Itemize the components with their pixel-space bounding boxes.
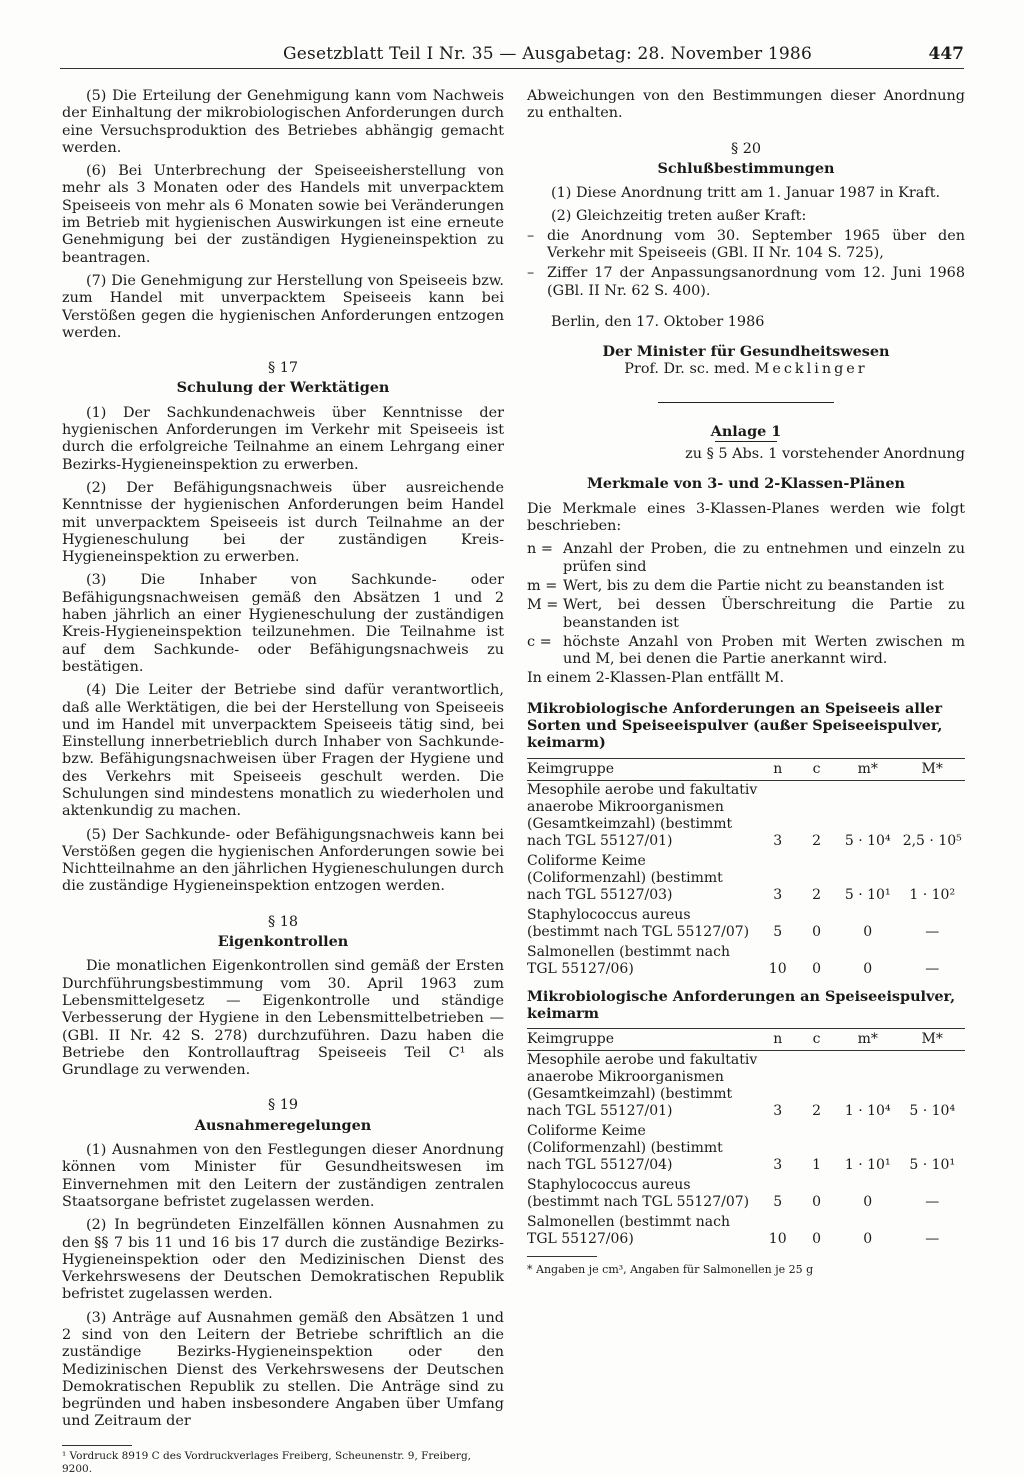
cell-group: Mesophile aerobe und fakultativ anaerobe Mikroorganismen (Gesamtkeimzahl) (bestimmt nach TGL 55127/01) (527, 781, 758, 849)
header-c: c (797, 1029, 836, 1051)
section-17-title: Schulung der Werktätigen (176, 379, 390, 397)
table-header-row (527, 1029, 965, 1051)
definition-text: Wert, bis zu dem die Partie nicht zu beanstanden ist (563, 577, 944, 594)
paragraph-17-4: (4) Die Leiter der Betriebe sind dafür verantwortlich, daß alle Werktätigen, die bei der Herstellung von Speiseeis und im Handel mit unverpacktem Speiseeis tätig sind, bei Einstellung innerbetrieblich durch Inhaber von Sachkunde- bzw. Befähigungsnachweisen über Fragen der Hygiene und des Verkehrs mit Speiseeis geschult werden. Die Schulungen sind mindestens monatlich zu wiederholen und aktenkundig zu machen. (62, 682, 504, 820)
footnote-left: ¹ Vordruck 8919 C des Vordruckverlages Freiberg, Scheunenstr. 9, Freiberg, 9200. (62, 1449, 472, 1475)
cell-m: 0 (863, 960, 873, 977)
header-keimgruppe: Keimgruppe (527, 1029, 758, 1051)
cell-group: Coliforme Keime (Coliformenzahl) (bestimmt nach TGL 55127/04) (527, 1123, 723, 1174)
table-2 (527, 1028, 965, 1250)
paragraph-17-5: (5) Der Sachkunde- oder Befähigungsnachweis kann bei Verstößen gegen die hygienischen Anforderungen sowie bei Nichtteilnahme an den jährlichen Hygieneschulungen durch die zuständige Hygieneinspektion entzogen werden. (62, 826, 504, 895)
header-keimgruppe: Keimgruppe (527, 758, 758, 780)
paragraph-20-1: (1) Diese Anordnung tritt am 1. Januar 1987 in Kraft. (551, 185, 941, 202)
footnote-rule (527, 1256, 597, 1257)
cell-c: 2 (812, 886, 822, 903)
cell-m: 5 · 10¹ (844, 886, 891, 903)
paragraph-17-3: (3) Die Inhaber von Sachkunde- oder Befähigungsnachweisen gemäß den Absätzen 1 und 2 haben jährlich an einer Hygieneschulung der zuständigen Kreis-Hygieneinspektion teilzunehmen. Die Teilnahme ist auf dem Sachkunde- oder Befähigungsnachweis zu bestätigen. (62, 572, 504, 675)
header-title: Gesetzblatt Teil I Nr. 35 — Ausgabetag: 28. November 1986 (283, 44, 812, 64)
definition-text: höchste Anzahl von Proben mit Werten zwischen m und M, bei denen die Partie anerkannt wird. (563, 633, 965, 668)
header-c: c (797, 758, 836, 780)
definition-text: Anzahl der Proben, die zu entnehmen und einzeln zu prüfen sind (563, 541, 965, 575)
separator-rule (658, 402, 834, 403)
cell-c: 0 (812, 1231, 822, 1248)
paragraph-19-1: (1) Ausnahmen von den Festlegungen dieser Anordnung können vom Minister für Gesundheitswesen im Einvernehmen mit den Leitern der zuständigen zentralen Staatsorgane befristet zugelassen werden. (62, 1142, 504, 1210)
page-header (0, 44, 1024, 70)
cell-n: 3 (773, 886, 783, 903)
cell-n: 3 (773, 1103, 783, 1120)
table-row (527, 1051, 965, 1123)
cell-M: — (925, 923, 940, 940)
cell-M: — (925, 960, 940, 977)
header-n: n (758, 1029, 797, 1051)
paragraph-16-5: (5) Die Erteilung der Genehmigung kann vom Nachweis der Einhaltung der mikrobiologischen Anforderungen durch eine Versuchsproduktion des Betriebes abhängig gemacht werden. (62, 88, 504, 156)
annex-underline (715, 441, 777, 442)
header-m: m* (836, 758, 899, 780)
paragraph-18: Die monatlichen Eigenkontrollen sind gemäß der Ersten Durchführungsbestimmung vom 30. April 1963 zum Lebensmittelgesetz — Eigenkontrolle und ständige Verbesserung der Hygiene in den Lebensmittelbetrieben — (GBl. II Nr. 42 S. 278) durchzuführen. Dazu haben die Betriebe den Kontrollauftrag Speiseeis Teil C¹ als Grundlage zu verwenden. (62, 958, 504, 1079)
table-row (527, 852, 965, 906)
paragraph-17-2: (2) Der Befähigungsnachweis über ausreichende Kenntnisse der hygienischen Anforderungen beim Handel mit unverpacktem Speiseeis ist durch Teilnahme an der Hygieneschulung bei der zuständigen Kreis-Hygieneinspektion zu erwerben. (62, 479, 504, 566)
cell-group: Staphylococcus aureus (bestimmt nach TGL 55127/07) (527, 906, 750, 940)
cell-M: 5 · 10⁴ (909, 1103, 956, 1120)
paragraph-16-6: (6) Bei Unterbrechung der Speiseeisherstellung von mehr als 3 Monaten oder des Handels mit unverpacktem Speiseeis von mehr als 6 Monaten sowie bei Veränderungen im Betrieb mit hygienischen Auswirkungen ist eine erneute Genehmigung bei der zuständigen Hygieneinspektion zu beantragen. (62, 163, 504, 266)
cell-m: 1 · 10⁴ (844, 1103, 891, 1120)
cell-c: 0 (812, 960, 822, 977)
table-row (527, 1213, 965, 1250)
paragraph-19-3: (3) Anträge auf Ausnahmen gemäß den Absätzen 1 und 2 sind von den Leitern der Betriebe schriftlich an die zuständige Bezirks-Hygieneinspektion oder den Medizinischen Dienst des Verkehrswesens der Deutschen Demokratischen Republik zu stellen. Die Anträge sind zu begründen und haben insbesondere Angaben über Umfang und Zeitraum der (62, 1309, 504, 1430)
cell-group: Staphylococcus aureus (bestimmt nach TGL 55127/07) (527, 1177, 750, 1211)
section-19-heading: § 19 (267, 1097, 299, 1114)
header-n: n (758, 758, 797, 780)
cell-n: 3 (773, 832, 783, 849)
footnote-right: * Angaben je cm³, Angaben für Salmonellen je 25 g (527, 1263, 814, 1277)
definition-item (527, 597, 965, 632)
cell-group: Mesophile aerobe und fakultativ anaerobe Mikroorganismen (Gesamtkeimzahl) (bestimmt nach TGL 55127/01) (527, 1052, 758, 1120)
cell-n: 3 (773, 1157, 783, 1174)
table-header-row (527, 758, 965, 780)
dash-mark: – (527, 265, 535, 282)
cell-m: 1 · 10¹ (844, 1157, 891, 1174)
header-M: M* (899, 1029, 965, 1051)
section-19-title: Ausnahmeregelungen (194, 1116, 372, 1134)
cell-group: Coliforme Keime (Coliformenzahl) (bestimmt nach TGL 55127/03) (527, 852, 723, 903)
section-18-heading: § 18 (267, 913, 299, 930)
repeal-item-text: Ziffer 17 der Anpassungsanordnung vom 12. Juni 1968 (GBl. II Nr. 62 S. 400). (547, 265, 965, 299)
cell-c: 0 (812, 1194, 822, 1211)
definition-text: Wert, bei dessen Überschreitung die Partie zu beanstanden ist (563, 597, 965, 631)
minister-title: Der Minister für Gesundheitswesen (602, 343, 890, 361)
annex-reference: zu § 5 Abs. 1 vorstehender Anordnung (685, 446, 965, 463)
minister-prefix: Prof. Dr. sc. med. (624, 360, 750, 377)
page-number: 447 (928, 44, 964, 64)
cell-c: 2 (812, 832, 822, 849)
section-20-heading: § 20 (730, 140, 762, 157)
cell-c: 1 (812, 1157, 822, 1174)
place-date: Berlin, den 17. Oktober 1986 (551, 313, 765, 330)
minister-signature (527, 361, 965, 378)
cell-n: 10 (768, 960, 787, 977)
table-1 (527, 758, 965, 980)
cell-c: 0 (812, 923, 822, 940)
section-17-heading: § 17 (267, 360, 299, 377)
cell-m: 5 · 10⁴ (844, 832, 891, 849)
paragraph-20-2: (2) Gleichzeitig treten außer Kraft: (551, 208, 807, 225)
cell-n: 5 (773, 923, 783, 940)
paragraph-19-2: (2) In begründeten Einzelfällen können Ausnahmen zu den §§ 7 bis 11 und 16 bis 17 durch die zuständige Bezirks-Hygieneinspektion oder den Medizinischen Dienst des Verkehrswesens der Deutschen Demokratischen Republik befristet zugelassen werden. (62, 1217, 504, 1303)
definition-item (527, 634, 965, 669)
cell-group: Salmonellen (bestimmt nach TGL 55127/06) (527, 943, 730, 977)
cell-c: 2 (812, 1103, 822, 1120)
cell-M: — (925, 1231, 940, 1248)
two-class-note: In einem 2-Klassen-Plan entfällt M. (527, 670, 785, 687)
definition-symbol: n = (527, 541, 553, 558)
paragraph-17-1: (1) Der Sachkundenachweis über Kenntnisse der hygienischen Anforderungen im Verkehr mit Speiseeis ist durch die erfolgreiche Teilnahme an einem Lehrgang einer Bezirks-Hygieneinspektion zu erwerben. (62, 404, 504, 473)
header-m: m* (836, 1029, 899, 1051)
definition-item (527, 578, 965, 595)
table-2-title: Mikrobiologische Anforderungen an Speiseeispulver, keimarm (527, 987, 956, 1022)
cell-m: 0 (863, 923, 873, 940)
dash-mark: – (527, 227, 535, 244)
cell-M: 5 · 10¹ (909, 1157, 956, 1174)
definition-list (527, 541, 965, 668)
right-column (527, 88, 965, 1276)
table-1-title: Mikrobiologische Anforderungen an Speiseeis aller Sorten und Speiseeispulver (außer Speiseeispulver, keimarm) (527, 699, 943, 752)
left-column (62, 88, 504, 1476)
table-row (527, 1122, 965, 1176)
characteristics-intro: Die Merkmale eines 3-Klassen-Planes werden wie folgt beschrieben: (527, 500, 965, 535)
repeal-item (527, 228, 965, 263)
annex-title: Anlage 1 (710, 422, 782, 440)
cell-n: 10 (768, 1231, 787, 1248)
section-18-title: Eigenkontrollen (217, 933, 349, 951)
header-M: M* (899, 758, 965, 780)
footnote-rule (62, 1445, 132, 1446)
definition-item (527, 541, 965, 576)
cell-M: 1 · 10² (909, 886, 956, 903)
section-20-title: Schlußbestimmungen (657, 159, 835, 177)
paragraph-19-3-continued: Abweichungen von den Bestimmungen dieser Anordnung zu enthalten. (527, 88, 965, 122)
table-row (527, 906, 965, 943)
table-row (527, 943, 965, 980)
cell-m: 0 (863, 1231, 873, 1248)
cell-n: 5 (773, 1194, 783, 1211)
header-rule (60, 68, 964, 69)
characteristics-title: Merkmale von 3- und 2-Klassen-Plänen (586, 475, 906, 493)
repeal-item-text: die Anordnung vom 30. September 1965 über den Verkehr mit Speiseeis (GBl. II Nr. 104 S. 725), (547, 227, 965, 262)
cell-group: Salmonellen (bestimmt nach TGL 55127/06) (527, 1214, 730, 1248)
cell-M: — (925, 1194, 940, 1211)
paragraph-16-7: (7) Die Genehmigung zur Herstellung von Speiseeis bzw. zum Handel mit unverpacktem Speiseeis kann bei Verstößen gegen die hygienischen Anforderungen entzogen werden. (62, 272, 504, 341)
cell-M: 2,5 · 10⁵ (902, 832, 962, 849)
minister-name: Mecklinger (754, 360, 868, 377)
definition-symbol: M = (527, 597, 559, 614)
table-row (527, 1176, 965, 1213)
cell-m: 0 (863, 1194, 873, 1211)
repeal-item (527, 265, 965, 300)
definition-symbol: c = (527, 633, 552, 650)
definition-symbol: m = (527, 577, 558, 594)
table-row (527, 780, 965, 852)
